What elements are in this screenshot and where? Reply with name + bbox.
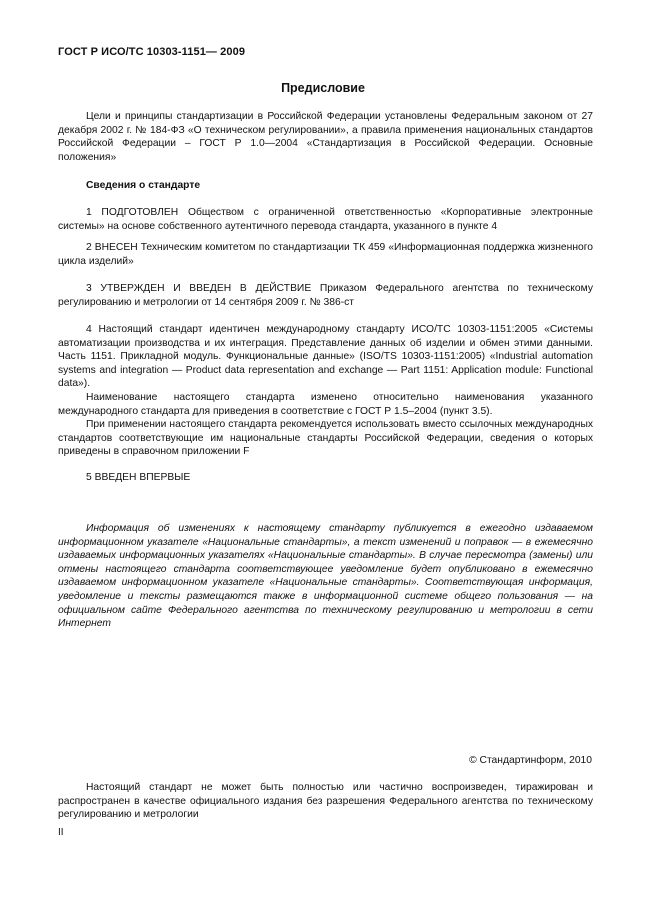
item-1-text: 1 ПОДГОТОВЛЕН Обществом с ограниченной ответственностью «Корпоративные электронные системы» на основе собственного аутентичного перевода стандарта, указанного в пункте 4	[58, 207, 593, 232]
item-4-paragraph-1: 4 Настоящий стандарт идентичен международному стандарту ИСО/ТС 10303-1151:2005 «Системы автоматизации производства и их интеграция. Представление данных об изделии и обмен этими данными. Часть 1151. Прикладной модуль. Функциональные данные» (ISO/TS 10303-1151:2005) «Industrial automation systems and integration — Product data representation and exchange — Part 1151: Application module: Functional data»).	[58, 324, 593, 390]
item-3-text: 3 УТВЕРЖДЕН И ВВЕДЕН В ДЕЙСТВИЕ Приказом Федерального агентства по техническому регулированию и метрологии от 14 сентября 2009 г. № 386-ст	[58, 283, 593, 308]
document-code-header: ГОСТ Р ИСО/ТС 10303-1151— 2009	[58, 46, 246, 58]
intro-paragraph	[58, 110, 593, 164]
item-1	[58, 206, 593, 233]
item-2-text: 2 ВНЕСЕН Техническим комитетом по стандартизации ТК 459 «Информационная поддержка жизненного цикла изделий»	[58, 242, 593, 267]
item-5	[58, 471, 593, 485]
item-3	[58, 282, 593, 309]
item-4-paragraph-3: При применении настоящего стандарта рекомендуется использовать вместо ссылочных международных стандартов соответствующие им национальные стандарты Российской Федерации, сведения о которых приведены в справочном приложении F	[58, 419, 593, 458]
page-title: Предисловие	[281, 81, 365, 95]
reproduction-text: Настоящий стандарт не может быть полностью или частично воспроизведен, тиражирован и распространен в качестве официального издания без разрешения Федерального агентства по техническому регулированию и метрологии	[58, 782, 593, 821]
section-heading: Сведения о стандарте	[86, 180, 201, 191]
page-number: II	[58, 827, 64, 838]
item-4	[58, 323, 593, 459]
item-2	[58, 241, 593, 268]
item-4-paragraph-2: Наименование настоящего стандарта изменено относительно наименования указанного международного стандарта для приведения в соответствие с ГОСТ Р 1.5–2004 (пункт 3.5).	[58, 391, 593, 417]
notice-text: Информация об изменениях к настоящему стандарту публикуется в ежегодно издаваемом информационном указателе «Национальные стандарты», а текст изменений и поправок — в ежемесячно издаваемых информационных указателях «Национальные стандарты». В случае пересмотра (замены) или отмены настоящего стандарта соответствующее уведомление будет опубликовано в ежемесячно издаваемом информационном указателе «Национальные стандарты». Соответствующая информация, уведомление и тексты размещаются также в информационной системе общего пользования — на официальном сайте Федерального агентства по техническому регулированию и метрологии в сети Интернет	[58, 523, 593, 630]
notice-paragraph	[58, 522, 593, 631]
intro-text: Цели и принципы стандартизации в Российской Федерации установлены Федеральным законом от 27 декабря 2002 г. № 184-ФЗ «О техническом регулировании», а правила применения национальных стандартов Российской Федерации – ГОСТ Р 1.0—2004 «Стандартизация в Российской Федерации. Основные положения»	[58, 111, 593, 163]
copyright: © Стандартинформ, 2010	[469, 755, 592, 766]
reproduction-notice	[58, 781, 593, 822]
item-5-text: 5 ВВЕДЕН ВПЕРВЫЕ	[86, 472, 191, 483]
